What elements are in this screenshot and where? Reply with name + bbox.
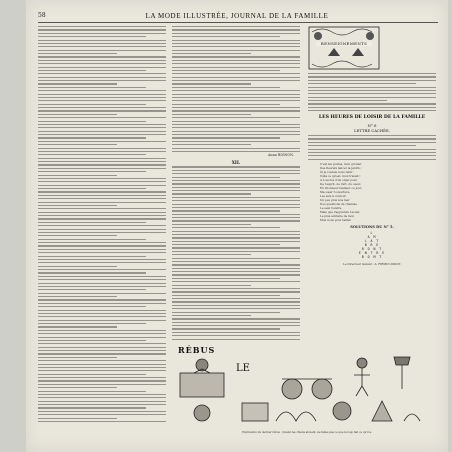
body-text-line [308,73,436,74]
solution-row: B O M T [361,254,383,259]
body-text-line [38,164,166,165]
body-text-line [38,94,166,95]
body-text-line [308,80,436,81]
body-text-line [38,384,166,385]
body-text-line [38,171,146,172]
body-text-line [172,214,300,215]
body-text-line [172,77,300,78]
body-text-line [172,170,300,171]
solutions-grid [308,231,436,259]
body-text-line [38,185,166,186]
poem-line: De l'esprit, de l'art, du cœur, [320,182,361,186]
body-text-line [38,141,166,142]
body-text-line [38,296,117,297]
poem-line: Le seul Cendre [320,206,342,210]
body-text-line [38,374,146,375]
body-text-line [172,134,300,135]
solution-row: A M [367,234,377,239]
body-text-line [172,148,300,149]
journal-title: LA MODE ILLUSTRÉE, JOURNAL DE LA FAMILLE [145,12,329,20]
body-text-line [38,175,117,176]
body-text-line [38,411,166,412]
solution-row: B R E [364,242,380,247]
body-text-line [172,63,300,64]
body-text-line [38,343,166,344]
body-text-line [172,117,300,118]
body-text-line [38,154,146,155]
body-text-line [38,158,166,159]
body-text-line [308,107,436,108]
body-text-line [308,159,436,160]
banner-label: RENSEIGNEMENTS [316,42,372,46]
body-text-line [172,207,300,208]
body-text-line [38,188,146,189]
body-text-line [172,43,300,44]
body-text-line [38,283,166,284]
body-text-line [38,239,146,240]
body-text-line [38,168,166,169]
body-text-line [172,70,280,71]
body-text-line [172,90,300,91]
body-text-line [38,229,166,230]
body-text-line [172,83,251,84]
body-text-line [38,178,166,179]
body-text-line [38,340,146,341]
body-text-line [172,50,300,51]
body-text-line [308,145,416,146]
body-text-line [38,107,166,108]
body-text-line [38,148,166,149]
body-text-line [308,152,436,153]
body-text-line [172,295,280,296]
body-text-line [308,138,436,139]
body-text-line [38,90,166,91]
poem-line: En l'honneur réaliser, ce jour, [320,186,362,190]
poem-line: Ma sœur l'ouverture, [320,190,351,194]
body-text-line [38,235,117,236]
body-text-line [38,131,166,132]
body-text-line [38,367,166,368]
body-text-line [172,251,300,252]
body-text-line [38,353,166,354]
body-text-line [38,191,166,192]
body-text-line [172,210,280,211]
chapter-heading: XII. [231,159,241,165]
body-text-line [172,107,300,108]
poem-line: Nos questions de chemise [320,202,357,206]
body-text-line [172,271,300,272]
body-text-line [38,293,166,294]
body-text-line [308,135,436,136]
poem-line: A Louvres d'un objet pour, [320,178,358,182]
body-text-line [38,272,146,273]
body-text-line [38,360,166,361]
body-text-line [308,100,387,101]
text-column-1 [38,26,166,426]
body-text-line [38,404,166,405]
body-text-line [172,315,251,316]
body-text-line [172,46,300,47]
body-text-line [172,281,300,282]
solution-row: L A T [364,238,380,243]
body-text-line [38,380,166,381]
solution-row: L [370,230,374,235]
body-text-line [38,43,166,44]
ornamental-frame [308,26,436,70]
body-text-line [172,288,300,289]
body-text-line [172,217,300,218]
body-text-line [172,187,300,188]
body-text-line [172,110,300,111]
body-text-line [172,318,300,319]
body-text-line [38,377,166,378]
body-text-line [172,151,300,152]
solution-row: R O N T [361,246,383,251]
poem-line: Voilà ce qu'est, mon travail ! [320,174,361,178]
rebus-illustration [172,345,436,427]
body-text-line [38,208,166,209]
body-text-line [38,67,166,68]
body-text-line [38,286,166,287]
body-text-line [38,225,166,226]
body-text-line [172,227,280,228]
body-text-line [172,26,300,27]
body-text-line [172,144,251,145]
body-text-line [38,151,166,152]
body-text-line [38,202,166,203]
body-text-line [38,26,166,27]
body-text-line [38,326,117,327]
body-text-line [38,215,166,216]
poem-line: Les suis à contour [320,194,346,198]
body-text-line [172,141,300,142]
body-text-line [38,87,146,88]
body-text-line [308,110,436,111]
body-text-line [38,80,166,81]
body-text-line [38,320,166,321]
svg-text:LE: LE [236,363,250,374]
body-text-line [172,308,300,309]
body-text-line [38,181,166,182]
body-text-line [38,63,166,64]
body-text-line [172,124,300,125]
body-text-line [38,306,146,307]
body-text-line [38,397,166,398]
body-text-line [38,77,166,78]
body-text-line [172,332,300,333]
body-text-line [172,264,300,265]
body-text-line [308,142,436,143]
body-text-line [38,70,146,71]
body-text-line [38,46,166,47]
body-text-line [172,258,300,259]
body-text-line [172,36,280,37]
body-text-line [172,33,300,34]
rebus-picture [172,345,436,427]
body-text-line [38,421,166,422]
body-text-line [38,50,166,51]
body-text-line [172,234,300,235]
body-text-line [38,289,146,290]
body-text-line [38,391,146,392]
body-text-line [38,242,166,243]
body-text-line [38,232,166,233]
body-text-line [172,237,300,238]
body-text-line [38,276,166,277]
body-text-line [38,121,146,122]
body-text-line [38,73,166,74]
solution-row: E N T R E [358,250,386,255]
body-text-line [38,29,166,30]
body-text-line [38,161,166,162]
body-text-line [38,401,166,402]
body-text-line [172,100,300,101]
author-signature: Anna BIGNON. [267,153,294,158]
body-text-line [172,180,300,181]
poem-line: Mais que l'apprends Lucien, [320,210,361,214]
body-text-line [172,173,300,174]
body-text-line [38,127,166,128]
body-text-line [172,335,300,336]
body-text-line [38,350,166,351]
page-number: 58 [38,12,46,19]
body-text-line [38,269,166,270]
body-text-line [308,155,436,156]
body-text-line [172,104,280,105]
body-text-line [172,193,251,194]
body-text-line [172,339,300,340]
body-text-line [38,256,146,257]
poem-line: Des fleurets lancer la jardin ; [320,166,362,170]
body-text-line [172,224,251,225]
body-text-line [38,316,166,317]
body-text-line [38,279,166,280]
body-text-line [172,231,300,232]
body-text-line [38,117,166,118]
body-text-line [172,322,300,323]
solutions-title: SOLUTIONS DU N° 5. [350,225,394,229]
body-text-line [38,40,166,41]
body-text-line [172,97,300,98]
body-text-line [38,370,166,371]
poem [308,162,436,222]
body-text-line [172,301,300,302]
body-text-line [38,53,117,54]
body-text-line [172,87,280,88]
body-text-line [38,337,166,338]
text-column-2 [172,26,300,344]
body-text-line [38,347,166,348]
body-text-line [38,313,166,314]
body-text-line [38,205,117,206]
renseignements-banner [308,26,436,70]
body-text-line [38,56,166,57]
body-text-line [38,134,166,135]
gerant-line: Le Directeur Gérant : A. FIRMIN-DIDOT. [343,261,401,266]
body-text-line [38,407,146,408]
body-text-line [172,285,251,286]
body-text-line [38,97,166,98]
body-text-line [172,73,300,74]
body-text-line [38,114,117,115]
body-text-line [172,80,300,81]
body-text-line [172,29,300,30]
body-text-line [38,418,117,419]
body-text-line [172,67,300,68]
body-text-line [172,53,251,54]
body-text-line [38,124,166,125]
body-text-line [38,110,166,111]
body-text-line [38,100,166,101]
body-text-line [38,60,166,61]
section-title: LES HEURES DE LOISIR DE LA FAMILLE [318,115,426,121]
body-text-line [172,183,300,184]
body-text-line [38,259,166,260]
body-text-line [38,364,166,365]
body-text-line [172,328,280,329]
body-text-line [38,303,166,304]
body-text-line [308,97,436,98]
newspaper-page [26,0,448,452]
body-text-line [172,190,300,191]
body-text-line [38,266,117,267]
body-text-line [38,249,166,250]
rebus-title: RÉBUS [178,345,216,355]
body-text-line [38,323,146,324]
body-text-line [172,298,300,299]
body-text-line [172,241,300,242]
body-text-line [172,60,300,61]
body-text-line [172,121,280,122]
body-text-line [172,305,300,306]
body-text-line [38,144,117,145]
section-number: N° 6 [367,122,377,128]
body-text-line [38,137,146,138]
body-text-line [38,330,166,331]
body-text-line [38,222,146,223]
page-header [26,12,448,22]
body-text-line [172,244,280,245]
body-text-line [38,83,117,84]
poem-line: C'est les poëtes, mon gronier [320,162,362,166]
body-text-line [308,83,416,84]
body-text-line [38,333,166,334]
body-text-line [172,197,300,198]
body-text-line [308,90,436,91]
body-text-line [38,245,166,246]
body-text-line [172,220,300,221]
body-text-line [172,278,280,279]
body-text-line [38,33,166,34]
body-text-line [172,40,300,41]
body-text-line [38,299,166,300]
body-text-line [38,357,117,358]
body-text-line [172,94,300,95]
body-text-line [38,387,117,388]
header-rule [38,22,438,23]
body-text-line [38,262,166,263]
body-text-line [172,137,280,138]
poem-line: Un peu plus à la mer [320,198,350,202]
body-text-line [308,103,436,104]
body-text-line [172,261,280,262]
body-text-line [308,149,436,150]
body-text-line [172,274,300,275]
body-text-line [172,56,300,57]
body-text-line [38,218,166,219]
body-text-line [172,204,300,205]
body-text-line [308,93,436,94]
body-text-line [172,200,300,201]
poem-line: Mon nous pour tailler. [320,218,352,222]
body-text-line [172,254,251,255]
body-text-line [172,177,280,178]
rebus-caption: Explication du dernier rébus : Quand les chiens aboient, ne faites pas ce que le loup fait ce qu'il a. [242,431,372,434]
body-text-line [38,195,166,196]
body-text-line [308,87,436,88]
poem-line: Si je voulais nous tenir : [320,170,355,174]
subheading: LETTRE CACHÉE. [354,128,390,134]
body-text-line [38,212,166,213]
body-text-line [308,76,436,77]
body-text-line [172,268,300,269]
body-text-line [38,310,166,311]
body-text-line [38,414,166,415]
poem-line: Le plus solitaire de mon [320,214,355,218]
body-text-line [172,166,300,167]
body-text-line [172,312,280,313]
body-text-line [172,114,251,115]
body-text-line [38,252,166,253]
body-text-line [38,394,166,395]
body-text-line [172,291,300,292]
body-text-line [38,104,146,105]
body-text-line [172,127,300,128]
body-text-line [38,198,166,199]
body-text-line [38,36,146,37]
body-text-line [172,247,300,248]
body-text-line [172,325,300,326]
body-text-line [172,131,300,132]
